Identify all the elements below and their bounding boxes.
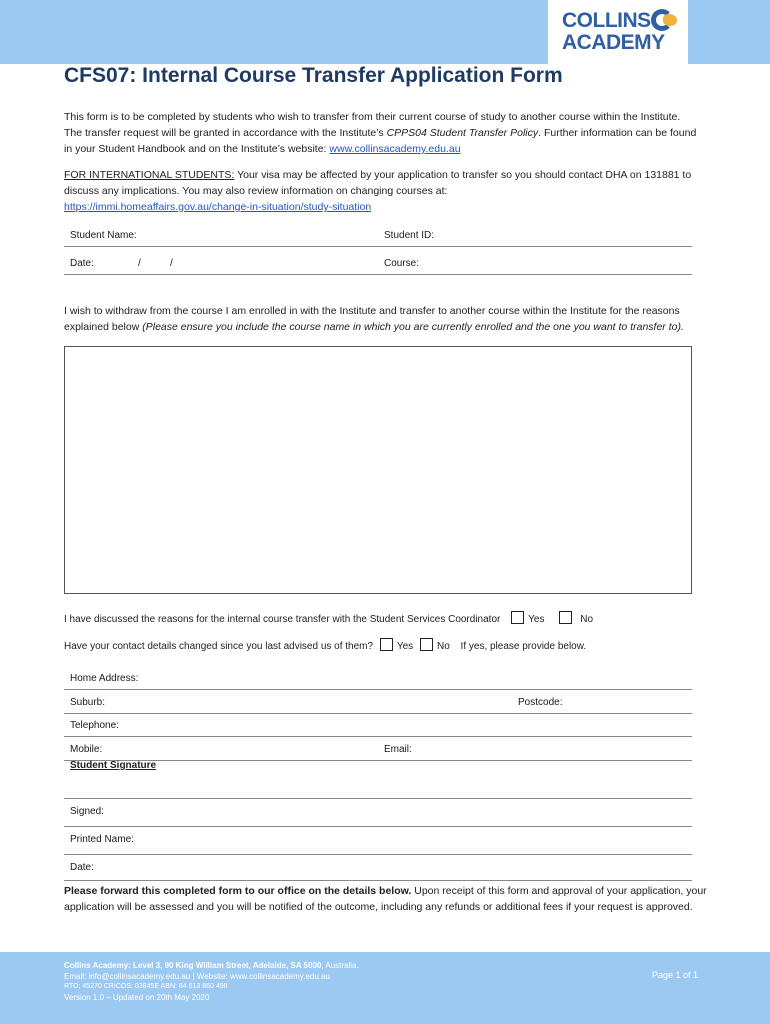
date-slash-2: / — [170, 258, 173, 269]
student-name-row — [64, 222, 692, 247]
collins-academy-logo — [548, 0, 688, 64]
student-name-label: Student Name: — [70, 230, 137, 241]
mobile-label: Mobile: — [70, 744, 103, 755]
withdraw-line-2: explained below — [64, 321, 143, 333]
signature-date-label: Date: — [70, 862, 94, 873]
policy-name: CPPS04 Student Transfer Policy — [386, 127, 539, 139]
international-paragraph — [64, 167, 714, 215]
course-label: Course: — [384, 258, 420, 269]
mobile-row — [64, 736, 692, 761]
footer-version: Version 1.0 – Updated on 20th May 2020 — [64, 993, 210, 1002]
page-title: CFS07: Internal Course Transfer Application Form — [64, 64, 563, 87]
question-coordinator-text: I have discussed the reasons for the internal course transfer with the Student Services Coordinator — [64, 614, 501, 625]
closing-text-2: application will be assessed and you will be notified of the outcome, including any refunds or additional fees if your request is approved. — [64, 901, 693, 913]
withdraw-paragraph — [64, 303, 714, 335]
contact-no-label: No — [436, 641, 450, 652]
international-label: FOR INTERNATIONAL STUDENTS: — [64, 169, 235, 181]
closing-bold: Please forward this completed form to our office on the details below. — [64, 885, 412, 897]
date-course-row — [64, 250, 692, 275]
suburb-row — [64, 689, 692, 714]
closing-text-1: Upon receipt of this form and approval of your application, your — [411, 885, 707, 897]
question-coordinator — [64, 611, 593, 625]
intro-paragraph — [64, 109, 714, 157]
contact-yes-label: Yes — [396, 641, 414, 652]
page-number: Page 1 of 1 — [652, 970, 699, 980]
intro-line-3: in your Student Handbook and on the Institute’s website: — [64, 143, 330, 155]
signed-label: Signed: — [70, 806, 104, 817]
contact-no-checkbox[interactable] — [420, 638, 433, 651]
withdraw-line-1: I wish to withdraw from the course I am enrolled in with the Institute and transfer to another course within the Institute for the reasons — [64, 305, 680, 317]
signature-spacer — [64, 774, 692, 799]
logo-line-2: ACADEMY — [562, 31, 665, 54]
signature-heading: Student Signature — [70, 760, 157, 771]
intro-line-1: This form is to be completed by students who wish to transfer from their current course of study to another course within the Institute. — [64, 111, 681, 123]
immi-link[interactable]: https://immi.homeaffairs.gov.au/change-in-situation/study-situation — [64, 201, 372, 213]
question-contact-changed — [64, 638, 586, 652]
date-slash-1: / — [138, 258, 141, 269]
question-contact-text: Have your contact details changed since you last advised us of them? — [64, 641, 374, 652]
footer-band — [0, 952, 770, 1024]
footer-rto: RTO: 45270 CRICOS: 03845E ABN: 84 613 860 498 — [64, 983, 228, 990]
intro-line-2b: . Further information can be found — [538, 127, 697, 139]
withdraw-instructions: (Please ensure you include the course name in which you are currently enrolled and the one you want to transfer to). — [142, 321, 684, 333]
international-text-1: Your visa may be affected by your application to transfer so you should contact DHA on 131881 to — [234, 169, 692, 181]
telephone-row — [64, 712, 692, 737]
closing-paragraph — [64, 883, 714, 915]
telephone-label: Telephone: — [70, 720, 119, 731]
coordinator-no-checkbox[interactable] — [559, 611, 572, 624]
footer-address-rest: , Australia. — [321, 961, 359, 970]
coordinator-yes-label: Yes — [528, 614, 545, 625]
printed-name-row — [64, 826, 692, 855]
intro-line-2a: The transfer request will be granted in accordance with the Institute’s — [64, 127, 387, 139]
logo-lion-icon — [663, 14, 677, 26]
contact-yes-checkbox[interactable] — [380, 638, 393, 651]
date-label: Date: — [70, 258, 94, 269]
reasons-textarea[interactable] — [64, 346, 692, 594]
website-link[interactable]: www.collinsacademy.edu.au — [329, 143, 461, 155]
logo-line-1: COLLINS — [562, 9, 651, 32]
student-id-label: Student ID: — [384, 230, 435, 241]
international-text-2: discuss any implications. You may also review information on changing courses at: — [64, 185, 448, 197]
coordinator-no-label: No — [580, 614, 594, 625]
signature-date-row — [64, 854, 692, 881]
signed-row — [64, 798, 692, 827]
footer-contact: Email: info@collinsacademy.edu.au | Website: www.collinsacademy.edu.au — [64, 972, 330, 981]
suburb-label: Suburb: — [70, 697, 106, 708]
coordinator-yes-checkbox[interactable] — [511, 611, 524, 624]
email-label: Email: — [384, 744, 412, 755]
contact-note: If yes, please provide below. — [460, 641, 587, 652]
home-address-row — [64, 665, 692, 690]
postcode-label: Postcode: — [518, 697, 563, 708]
home-address-label: Home Address: — [70, 673, 139, 684]
printed-name-label: Printed Name: — [70, 834, 134, 845]
footer-address: Collins Academy: Level 3, 90 King William Street, Adelaide, SA 5000 — [64, 961, 322, 970]
